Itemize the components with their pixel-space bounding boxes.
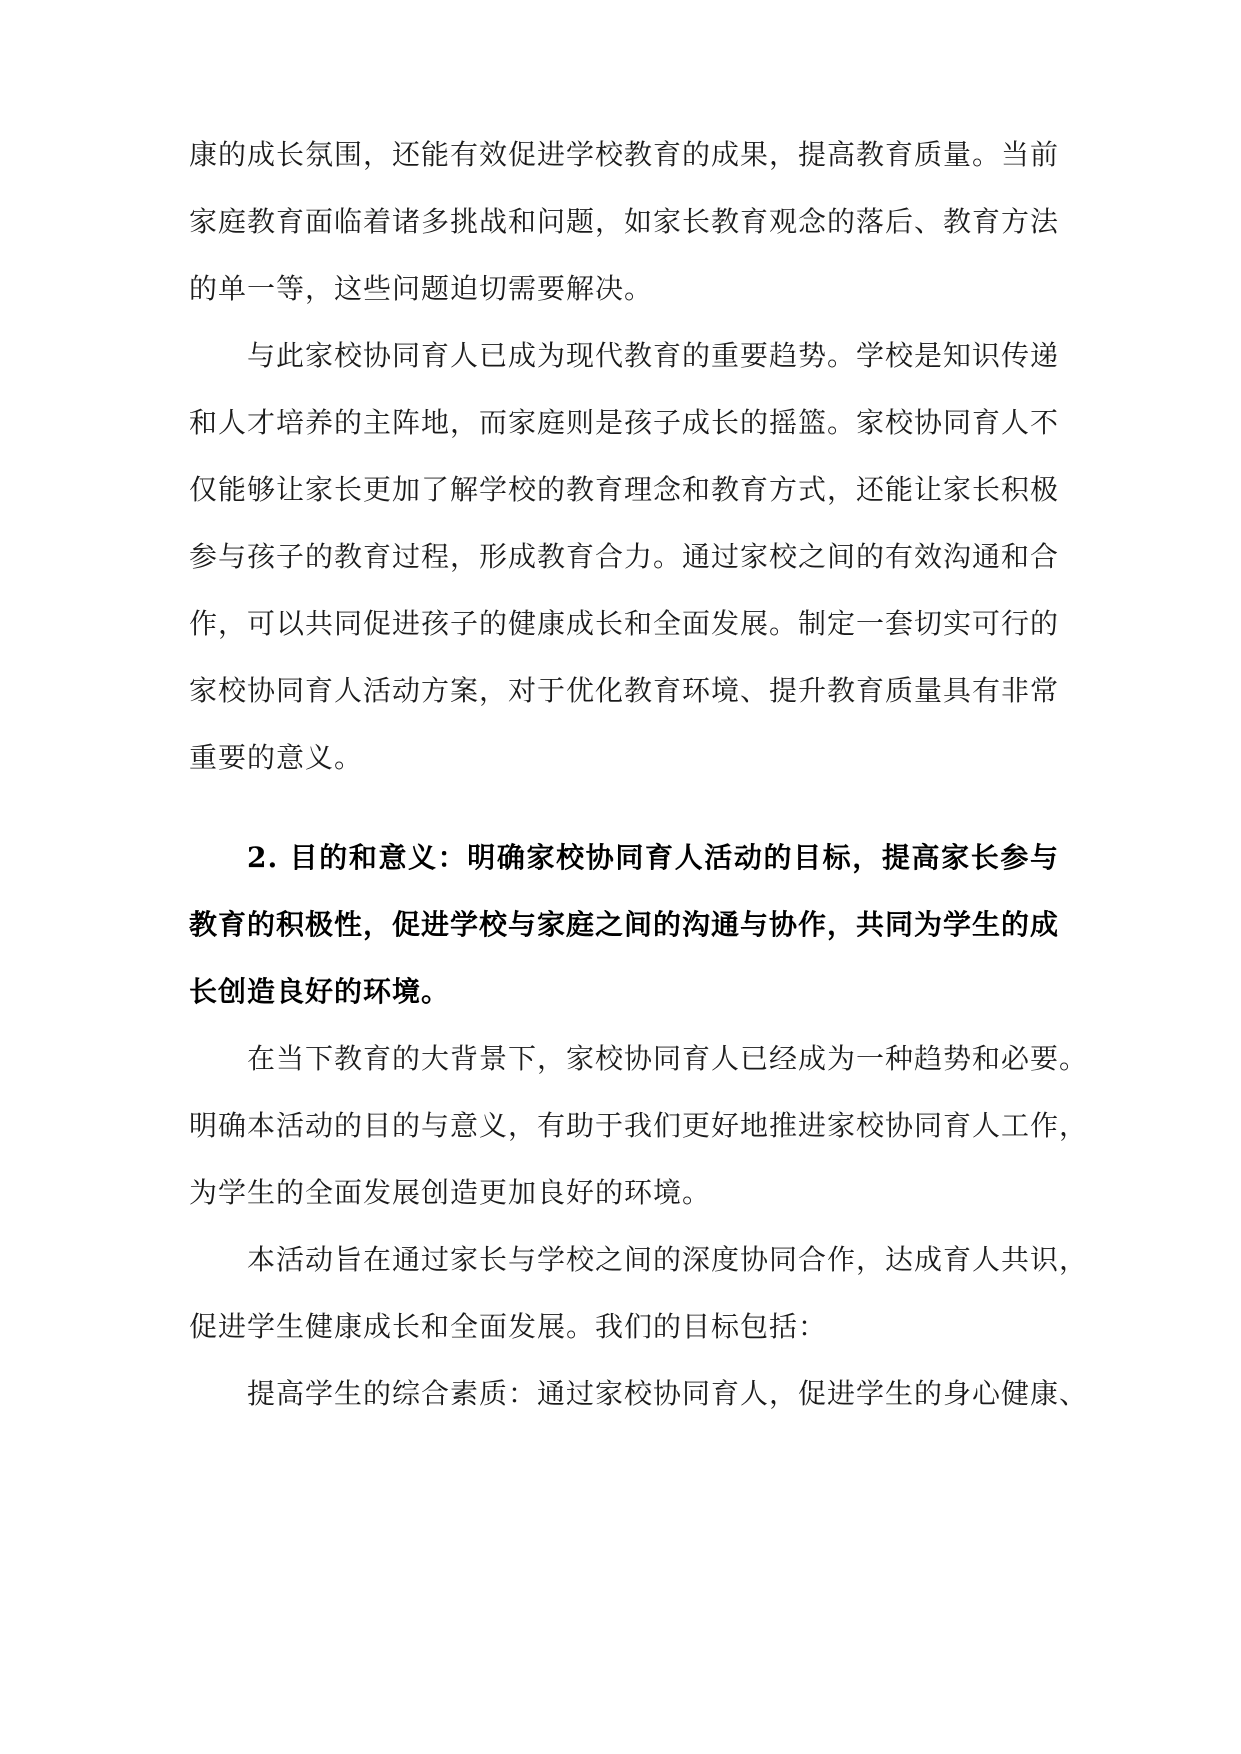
paragraph-line: 本活动旨在通过家长与学校之间的深度协同合作，达成育人共识， — [247, 1243, 1089, 1276]
section-heading-line: 2. 目的和意义：明确家校协同育人活动的目标，提高家长参与 — [247, 841, 1059, 874]
section-heading-line: 长创造良好的环境。 — [189, 975, 451, 1008]
paragraph-line: 和人才培养的主阵地，而家庭则是孩子成长的摇篮。家校协同育人不 — [189, 406, 1060, 439]
paragraph-line: 与此家校协同育人已成为现代教育的重要趋势。学校是知识传递 — [247, 339, 1060, 372]
paragraph-line: 作，可以共同促进孩子的健康成长和全面发展。制定一套切实可行的 — [189, 607, 1060, 640]
paragraph-line: 提高学生的综合素质：通过家校协同育人，促进学生的身心健康、 — [247, 1377, 1089, 1410]
paragraph-line: 康的成长氛围，还能有效促进学校教育的成果，提高教育质量。当前 — [189, 138, 1060, 171]
paragraph-line: 重要的意义。 — [189, 741, 364, 774]
paragraph-line: 的单一等，这些问题迫切需要解决。 — [189, 272, 654, 305]
paragraph-line: 为学生的全面发展创造更加良好的环境。 — [189, 1176, 712, 1209]
paragraph-line: 家校协同育人活动方案，对于优化教育环境、提升教育质量具有非常 — [189, 674, 1060, 707]
paragraph-line: 家庭教育面临着诸多挑战和问题，如家长教育观念的落后、教育方法 — [189, 205, 1060, 238]
paragraph-line: 促进学生健康成长和全面发展。我们的目标包括： — [189, 1310, 828, 1343]
section-heading-line: 教育的积极性，促进学校与家庭之间的沟通与协作，共同为学生的成 — [189, 908, 1060, 941]
paragraph-line: 在当下教育的大背景下，家校协同育人已经成为一种趋势和必要。 — [247, 1042, 1089, 1075]
paragraph-line: 明确本活动的目的与意义，有助于我们更好地推进家校协同育人工作， — [189, 1109, 1089, 1142]
paragraph-line: 仅能够让家长更加了解学校的教育理念和教育方式，还能让家长积极 — [189, 473, 1060, 506]
paragraph-line: 参与孩子的教育过程，形成教育合力。通过家校之间的有效沟通和合 — [189, 540, 1060, 573]
